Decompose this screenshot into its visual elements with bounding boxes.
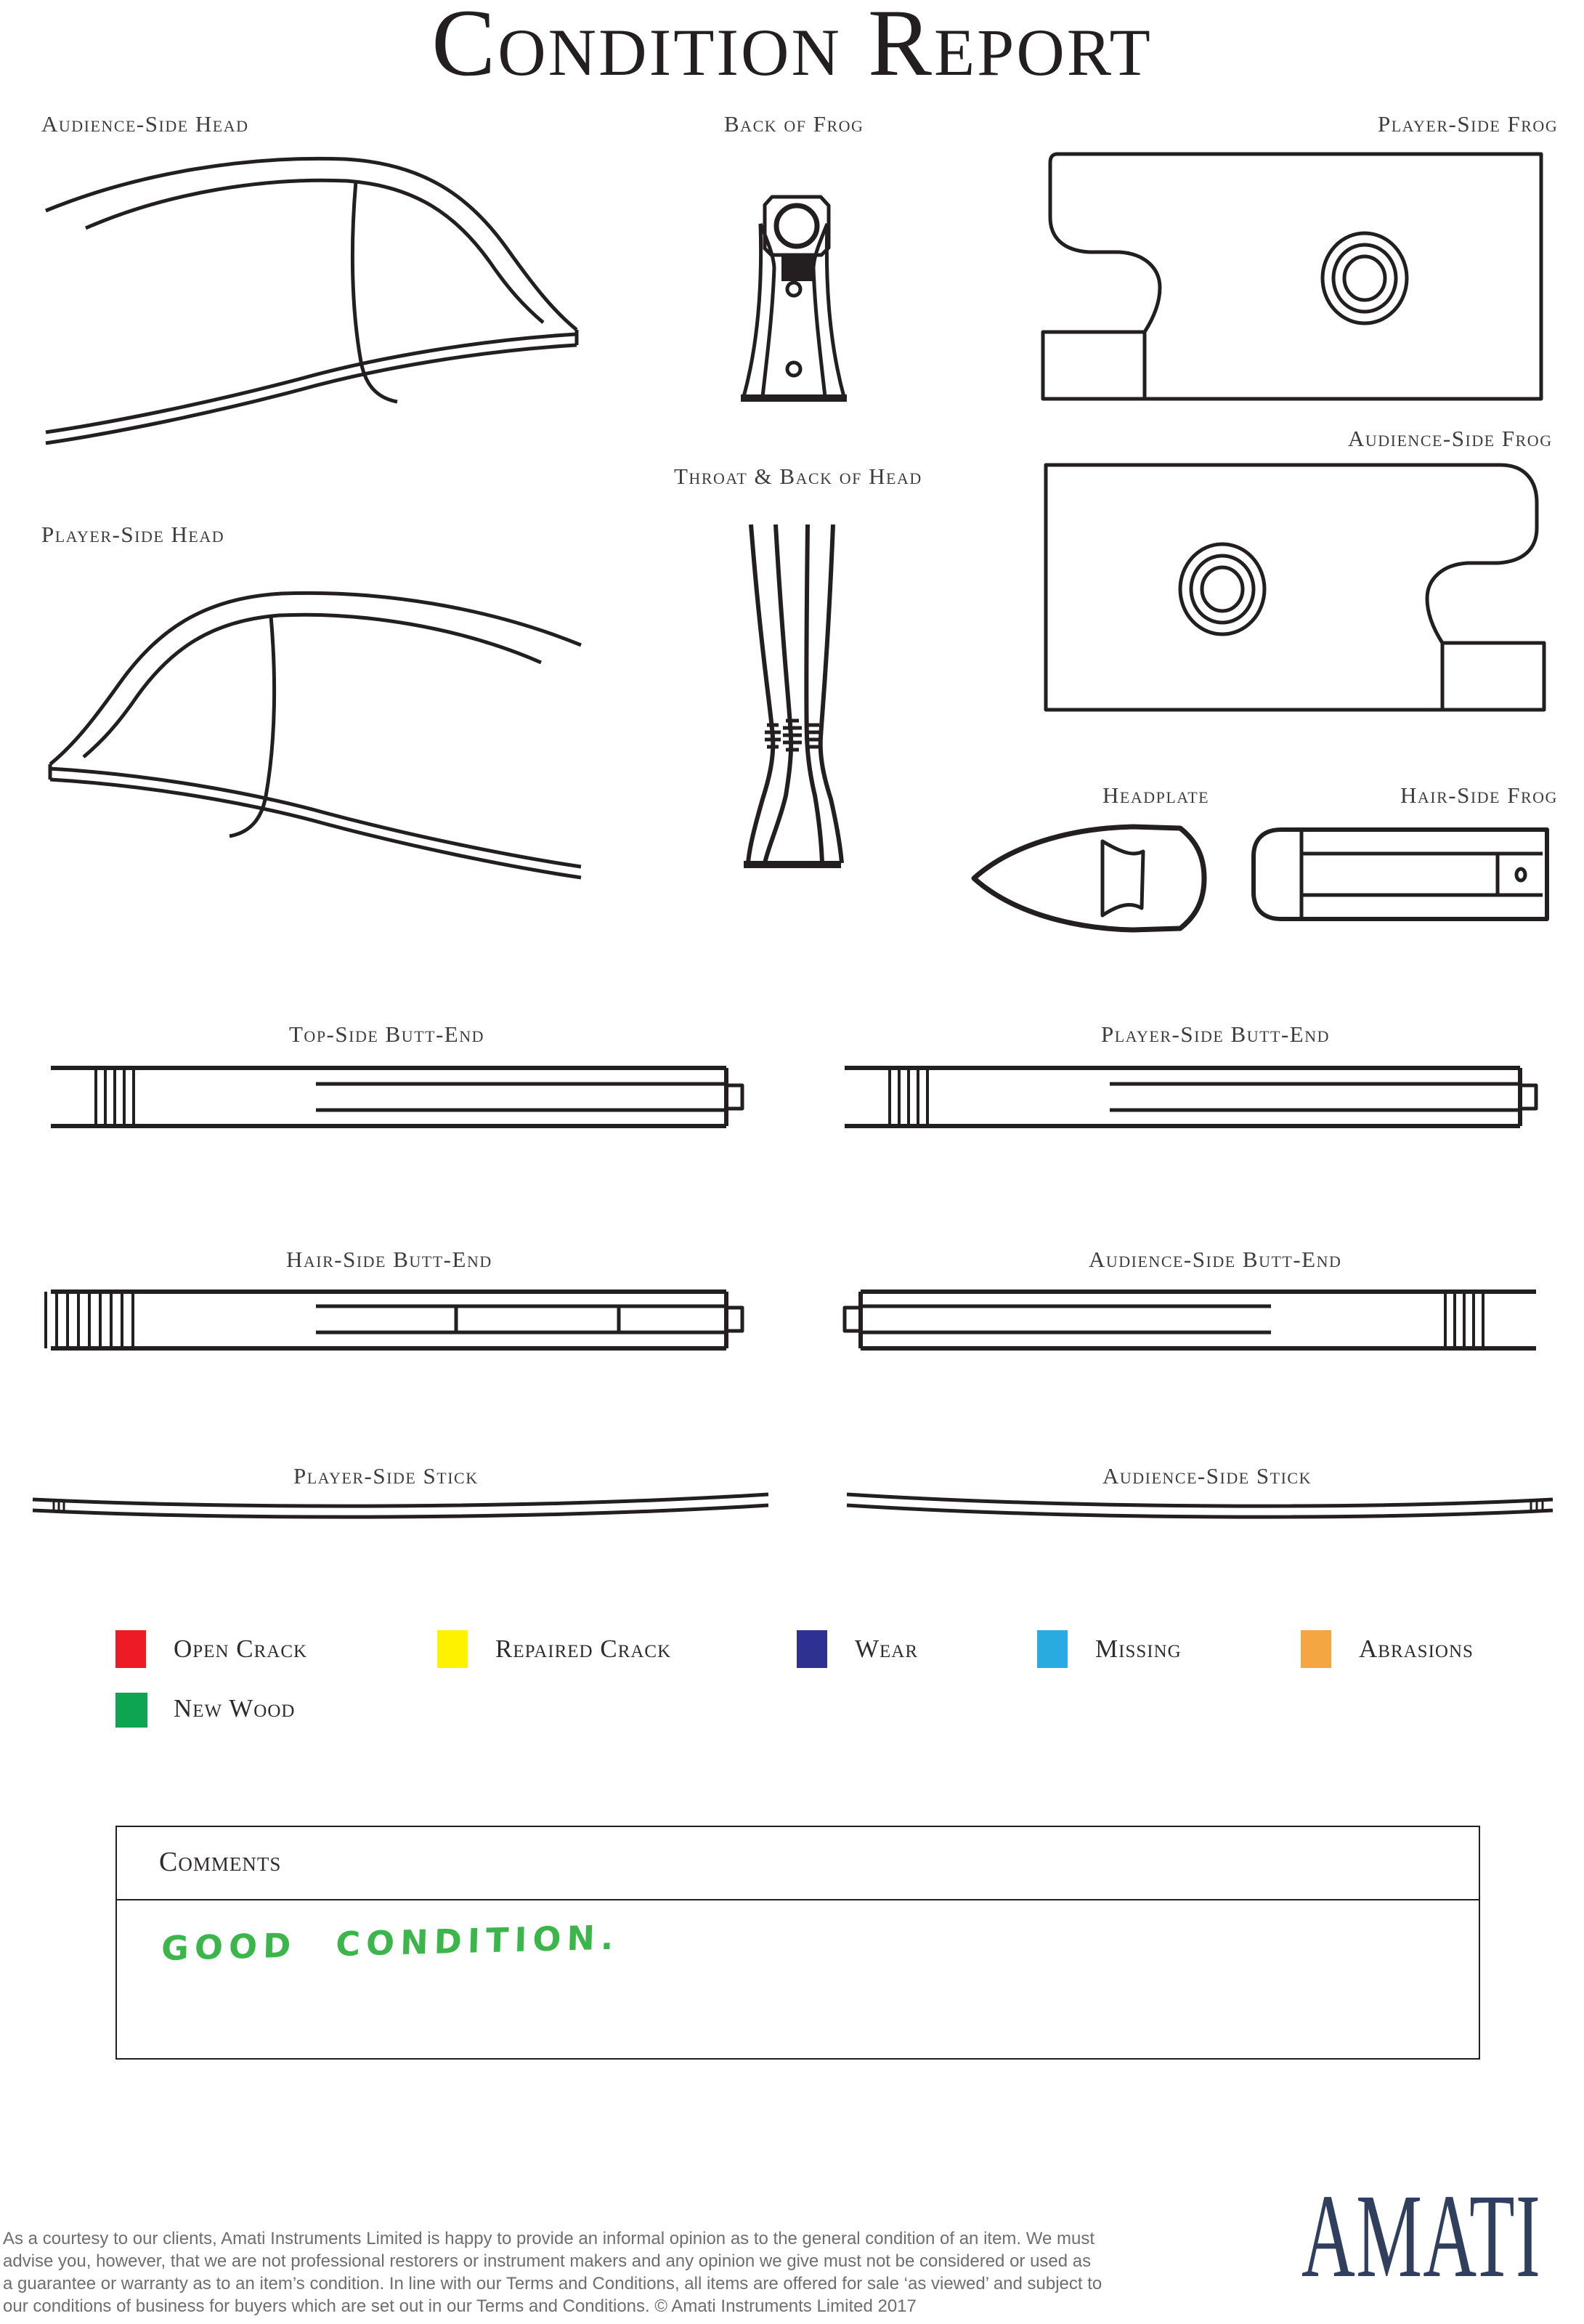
player-side-butt-end-drawing	[845, 1068, 1536, 1126]
player-side-frog-drawing	[1043, 154, 1541, 399]
footer-disclaimer	[3, 2227, 1102, 2317]
comments-header: Comments	[117, 1827, 1479, 1900]
top-side-butt-end-drawing	[51, 1068, 742, 1126]
legend-swatch-new-wood	[115, 1693, 147, 1728]
label-back-of-frog: Back of Frog	[724, 111, 864, 137]
audience-side-head-drawing	[46, 158, 577, 443]
legend-label-wear: Wear	[855, 1635, 919, 1663]
label-audience-side-butt-end: Audience-Side Butt-End	[1089, 1247, 1342, 1272]
legend-swatch-open-crack	[115, 1630, 146, 1668]
handwritten-note: GOOD CONDITION.	[161, 1917, 620, 1969]
footer-line: our conditions of business for buyers which are set out in our Terms and Conditions. © Amati Instruments Limited 2017	[3, 2296, 917, 2316]
legend-label-new-wood: New Wood	[174, 1694, 296, 1722]
comments-box	[115, 1826, 1480, 2060]
label-throat-back-of-head: Throat & Back of Head	[674, 463, 922, 489]
audience-side-stick-drawing	[847, 1494, 1553, 1517]
legend-label-missing: Missing	[1095, 1635, 1182, 1663]
back-of-frog-drawing	[741, 197, 847, 398]
label-player-side-butt-end: Player-Side Butt-End	[1101, 1021, 1330, 1047]
label-top-side-butt-end: Top-Side Butt-End	[289, 1021, 485, 1047]
label-player-side-frog: Player-Side Frog	[1378, 111, 1559, 137]
label-audience-side-frog: Audience-Side Frog	[1348, 426, 1553, 451]
label-player-side-head: Player-Side Head	[41, 522, 225, 547]
audience-side-frog-drawing	[1046, 465, 1544, 710]
footer-line: a guarantee or warranty as to an item’s condition. In line with our Terms and Conditions, all items are offered for sale ‘as viewed’ and subject to	[3, 2274, 1102, 2293]
audience-side-butt-end-drawing	[845, 1292, 1536, 1348]
label-hair-side-butt-end: Hair-Side Butt-End	[286, 1247, 492, 1272]
label-player-side-stick: Player-Side Stick	[293, 1463, 479, 1489]
amati-logo: AMATI	[1301, 2169, 1542, 2302]
throat-and-back-of-head-drawing	[744, 525, 842, 865]
page-title: Condition Report	[431, 0, 1153, 96]
player-side-stick-drawing	[33, 1494, 768, 1517]
headplate-drawing	[974, 827, 1204, 930]
legend-label-open-crack: Open Crack	[174, 1635, 308, 1663]
footer-line: As a courtesy to our clients, Amati Instruments Limited is happy to provide an informal opinion as to the general condition of an item. We must	[3, 2229, 1094, 2248]
label-audience-side-head: Audience-Side Head	[41, 111, 249, 137]
legend-swatch-missing	[1037, 1630, 1068, 1668]
label-headplate: Headplate	[1102, 782, 1210, 808]
hair-side-frog-drawing	[1254, 830, 1547, 919]
footer-line: advise you, however, that we are not professional restorers or instrument makers and any opinion we give must not be considered or used as	[3, 2251, 1092, 2271]
label-audience-side-stick: Audience-Side Stick	[1102, 1463, 1312, 1489]
legend-swatch-abrasions	[1301, 1630, 1331, 1668]
legend-label-abrasions: Abrasions	[1359, 1635, 1474, 1663]
legend-swatch-wear	[797, 1630, 827, 1668]
legend-label-repaired-crack: Repaired Crack	[495, 1635, 672, 1663]
legend-swatch-repaired-crack	[437, 1630, 468, 1668]
player-side-head-drawing	[50, 593, 581, 878]
hair-side-butt-end-drawing	[46, 1292, 742, 1348]
label-hair-side-frog: Hair-Side Frog	[1400, 782, 1558, 808]
